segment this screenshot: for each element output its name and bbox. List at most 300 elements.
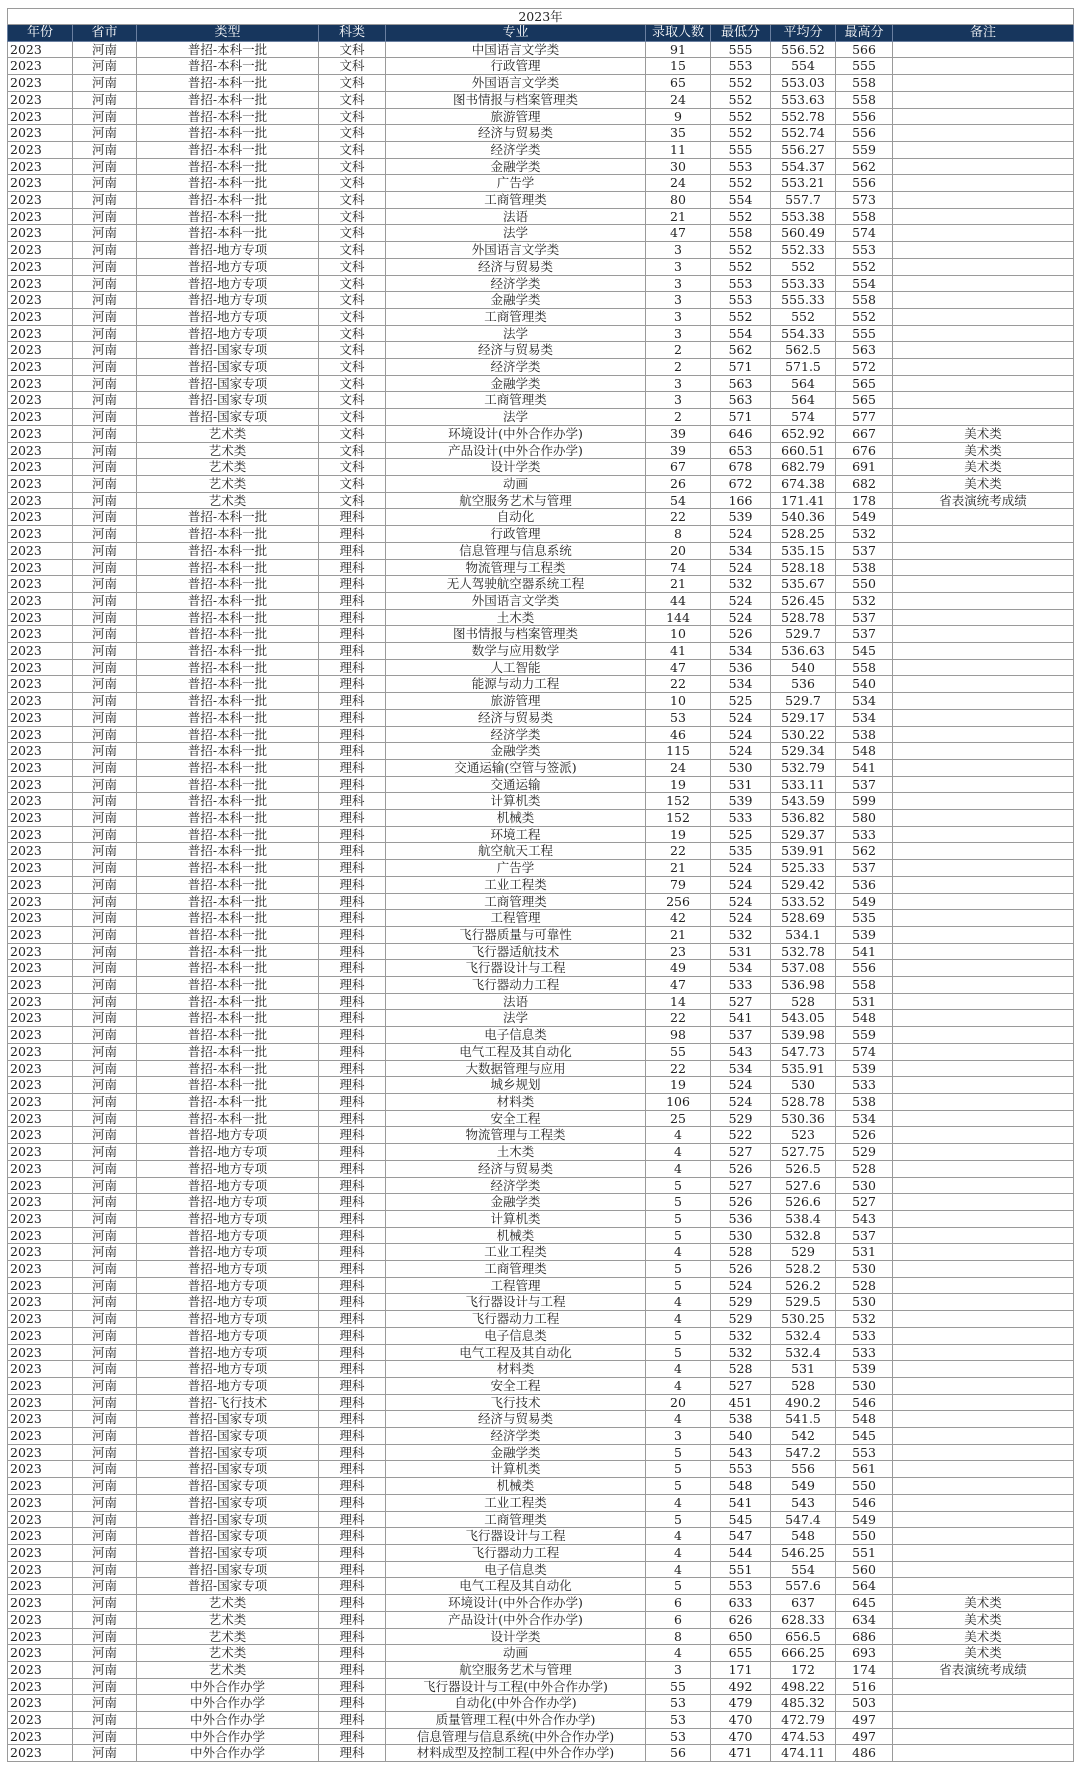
cell-remarks[interactable] <box>893 292 1074 309</box>
cell-major[interactable]: 工商管理类 <box>386 192 646 209</box>
cell-track[interactable]: 理科 <box>319 1027 386 1044</box>
cell-max-score[interactable]: 555 <box>836 58 893 75</box>
cell-type[interactable]: 普招-国家专项 <box>137 1511 319 1528</box>
cell-province[interactable]: 河南 <box>73 592 137 609</box>
cell-track[interactable]: 理科 <box>319 659 386 676</box>
cell-admitted-count[interactable]: 21 <box>646 860 711 877</box>
cell-min-score[interactable]: 535 <box>711 843 771 860</box>
cell-admitted-count[interactable]: 35 <box>646 125 711 142</box>
cell-major[interactable]: 环境设计(中外合作办学) <box>386 1595 646 1612</box>
cell-avg-score[interactable]: 529.34 <box>771 743 836 760</box>
cell-max-score[interactable]: 553 <box>836 242 893 259</box>
cell-major[interactable]: 金融学类 <box>386 1444 646 1461</box>
cell-admitted-count[interactable]: 3 <box>646 325 711 342</box>
cell-min-score[interactable]: 539 <box>711 509 771 526</box>
cell-remarks[interactable] <box>893 776 1074 793</box>
cell-year[interactable]: 2023 <box>8 926 73 943</box>
cell-track[interactable]: 理科 <box>319 1110 386 1127</box>
cell-track[interactable]: 理科 <box>319 693 386 710</box>
cell-type[interactable]: 普招-地方专项 <box>137 308 319 325</box>
cell-year[interactable]: 2023 <box>8 1478 73 1495</box>
cell-year[interactable]: 2023 <box>8 442 73 459</box>
cell-province[interactable]: 河南 <box>73 1561 137 1578</box>
cell-admitted-count[interactable]: 39 <box>646 442 711 459</box>
cell-min-score[interactable]: 646 <box>711 425 771 442</box>
cell-max-score[interactable]: 539 <box>836 1060 893 1077</box>
cell-year[interactable]: 2023 <box>8 1428 73 1445</box>
cell-max-score[interactable]: 558 <box>836 659 893 676</box>
cell-avg-score[interactable]: 531 <box>771 1361 836 1378</box>
cell-min-score[interactable]: 563 <box>711 392 771 409</box>
cell-min-score[interactable]: 548 <box>711 1478 771 1495</box>
cell-max-score[interactable]: 545 <box>836 643 893 660</box>
cell-major[interactable]: 经济学类 <box>386 1177 646 1194</box>
cell-major[interactable]: 材料类 <box>386 1094 646 1111</box>
cell-avg-score[interactable]: 530.25 <box>771 1311 836 1328</box>
cell-major[interactable]: 法学 <box>386 225 646 242</box>
cell-province[interactable]: 河南 <box>73 392 137 409</box>
cell-max-score[interactable]: 527 <box>836 1194 893 1211</box>
cell-province[interactable]: 河南 <box>73 175 137 192</box>
cell-remarks[interactable] <box>893 1294 1074 1311</box>
cell-track[interactable]: 理科 <box>319 993 386 1010</box>
cell-min-score[interactable]: 571 <box>711 409 771 426</box>
cell-min-score[interactable]: 553 <box>711 158 771 175</box>
cell-year[interactable]: 2023 <box>8 977 73 994</box>
cell-type[interactable]: 普招-本科一批 <box>137 626 319 643</box>
cell-province[interactable]: 河南 <box>73 1194 137 1211</box>
cell-avg-score[interactable]: 526.6 <box>771 1194 836 1211</box>
cell-max-score[interactable]: 550 <box>836 576 893 593</box>
cell-major[interactable]: 环境设计(中外合作办学) <box>386 425 646 442</box>
cell-max-score[interactable]: 599 <box>836 793 893 810</box>
cell-major[interactable]: 电子信息类 <box>386 1561 646 1578</box>
cell-avg-score[interactable]: 628.33 <box>771 1611 836 1628</box>
cell-max-score[interactable]: 553 <box>836 1444 893 1461</box>
cell-type[interactable]: 艺术类 <box>137 425 319 442</box>
cell-major[interactable]: 外国语言文学类 <box>386 242 646 259</box>
cell-track[interactable]: 理科 <box>319 1060 386 1077</box>
cell-max-score[interactable]: 537 <box>836 609 893 626</box>
cell-major[interactable]: 物流管理与工程类 <box>386 1127 646 1144</box>
cell-remarks[interactable] <box>893 41 1074 58</box>
cell-province[interactable]: 河南 <box>73 1294 137 1311</box>
cell-major[interactable]: 电气工程及其自动化 <box>386 1043 646 1060</box>
cell-track[interactable]: 理科 <box>319 743 386 760</box>
cell-max-score[interactable]: 536 <box>836 876 893 893</box>
cell-min-score[interactable]: 626 <box>711 1611 771 1628</box>
cell-type[interactable]: 普招-地方专项 <box>137 292 319 309</box>
cell-admitted-count[interactable]: 30 <box>646 158 711 175</box>
cell-type[interactable]: 普招-地方专项 <box>137 242 319 259</box>
cell-year[interactable]: 2023 <box>8 1327 73 1344</box>
cell-type[interactable]: 普招-国家专项 <box>137 342 319 359</box>
cell-avg-score[interactable]: 543.05 <box>771 1010 836 1027</box>
cell-remarks[interactable] <box>893 1127 1074 1144</box>
cell-avg-score[interactable]: 529.42 <box>771 876 836 893</box>
cell-avg-score[interactable]: 490.2 <box>771 1394 836 1411</box>
cell-major[interactable]: 自动化 <box>386 509 646 526</box>
cell-admitted-count[interactable]: 53 <box>646 709 711 726</box>
cell-admitted-count[interactable]: 3 <box>646 292 711 309</box>
cell-year[interactable]: 2023 <box>8 392 73 409</box>
cell-major[interactable]: 电子信息类 <box>386 1027 646 1044</box>
cell-admitted-count[interactable]: 5 <box>646 1277 711 1294</box>
cell-min-score[interactable]: 553 <box>711 292 771 309</box>
cell-type[interactable]: 普招-本科一批 <box>137 108 319 125</box>
cell-remarks[interactable] <box>893 1745 1074 1762</box>
cell-avg-score[interactable]: 682.79 <box>771 459 836 476</box>
cell-track[interactable]: 理科 <box>319 1043 386 1060</box>
cell-type[interactable]: 普招-本科一批 <box>137 192 319 209</box>
cell-min-score[interactable]: 534 <box>711 676 771 693</box>
cell-year[interactable]: 2023 <box>8 125 73 142</box>
cell-year[interactable]: 2023 <box>8 1645 73 1662</box>
cell-admitted-count[interactable]: 4 <box>646 1127 711 1144</box>
cell-province[interactable]: 河南 <box>73 208 137 225</box>
cell-track[interactable]: 理科 <box>319 509 386 526</box>
cell-remarks[interactable] <box>893 108 1074 125</box>
cell-type[interactable]: 普招-地方专项 <box>137 1277 319 1294</box>
cell-province[interactable]: 河南 <box>73 1177 137 1194</box>
cell-track[interactable]: 理科 <box>319 1394 386 1411</box>
cell-avg-score[interactable]: 656.5 <box>771 1628 836 1645</box>
cell-remarks[interactable] <box>893 609 1074 626</box>
cell-avg-score[interactable]: 525.33 <box>771 860 836 877</box>
cell-province[interactable]: 河南 <box>73 225 137 242</box>
cell-remarks[interactable] <box>893 225 1074 242</box>
cell-remarks[interactable] <box>893 1227 1074 1244</box>
cell-max-score[interactable]: 555 <box>836 325 893 342</box>
cell-year[interactable]: 2023 <box>8 643 73 660</box>
cell-max-score[interactable]: 538 <box>836 1094 893 1111</box>
cell-province[interactable]: 河南 <box>73 1745 137 1762</box>
cell-major[interactable]: 工商管理类 <box>386 392 646 409</box>
cell-province[interactable]: 河南 <box>73 743 137 760</box>
cell-avg-score[interactable]: 547.73 <box>771 1043 836 1060</box>
cell-type[interactable]: 普招-地方专项 <box>137 1210 319 1227</box>
cell-type[interactable]: 普招-本科一批 <box>137 659 319 676</box>
cell-admitted-count[interactable]: 4 <box>646 1294 711 1311</box>
cell-track[interactable]: 文科 <box>319 208 386 225</box>
cell-remarks[interactable] <box>893 1578 1074 1595</box>
cell-type[interactable]: 普招-本科一批 <box>137 676 319 693</box>
cell-max-score[interactable]: 546 <box>836 1394 893 1411</box>
cell-type[interactable]: 普招-本科一批 <box>137 75 319 92</box>
cell-type[interactable]: 普招-本科一批 <box>137 860 319 877</box>
cell-type[interactable]: 普招-国家专项 <box>137 1561 319 1578</box>
cell-track[interactable]: 理科 <box>319 1578 386 1595</box>
cell-admitted-count[interactable]: 56 <box>646 1745 711 1762</box>
cell-major[interactable]: 产品设计(中外合作办学) <box>386 442 646 459</box>
cell-admitted-count[interactable]: 4 <box>646 1144 711 1161</box>
cell-province[interactable]: 河南 <box>73 876 137 893</box>
cell-admitted-count[interactable]: 23 <box>646 943 711 960</box>
cell-max-score[interactable]: 546 <box>836 1494 893 1511</box>
cell-avg-score[interactable]: 553.21 <box>771 175 836 192</box>
cell-track[interactable]: 理科 <box>319 1244 386 1261</box>
cell-track[interactable]: 理科 <box>319 1678 386 1695</box>
cell-admitted-count[interactable]: 55 <box>646 1678 711 1695</box>
cell-year[interactable]: 2023 <box>8 375 73 392</box>
cell-max-score[interactable]: 533 <box>836 826 893 843</box>
cell-max-score[interactable]: 503 <box>836 1695 893 1712</box>
cell-max-score[interactable]: 528 <box>836 1277 893 1294</box>
cell-province[interactable]: 河南 <box>73 459 137 476</box>
cell-avg-score[interactable]: 555.33 <box>771 292 836 309</box>
cell-avg-score[interactable]: 532.79 <box>771 759 836 776</box>
cell-remarks[interactable] <box>893 1428 1074 1445</box>
cell-min-score[interactable]: 554 <box>711 192 771 209</box>
cell-max-score[interactable]: 554 <box>836 275 893 292</box>
cell-province[interactable]: 河南 <box>73 1344 137 1361</box>
cell-major[interactable]: 经济与贸易类 <box>386 1160 646 1177</box>
cell-max-score[interactable]: 565 <box>836 375 893 392</box>
cell-admitted-count[interactable]: 6 <box>646 1611 711 1628</box>
cell-avg-score[interactable]: 533.52 <box>771 893 836 910</box>
cell-major[interactable]: 电子信息类 <box>386 1327 646 1344</box>
cell-remarks[interactable] <box>893 1110 1074 1127</box>
cell-type[interactable]: 普招-地方专项 <box>137 1294 319 1311</box>
cell-remarks[interactable] <box>893 793 1074 810</box>
cell-admitted-count[interactable]: 19 <box>646 1077 711 1094</box>
cell-max-score[interactable]: 676 <box>836 442 893 459</box>
cell-max-score[interactable]: 562 <box>836 843 893 860</box>
cell-province[interactable]: 河南 <box>73 1712 137 1729</box>
cell-remarks[interactable] <box>893 242 1074 259</box>
cell-avg-score[interactable]: 543.59 <box>771 793 836 810</box>
cell-avg-score[interactable]: 554.33 <box>771 325 836 342</box>
cell-province[interactable]: 河南 <box>73 1645 137 1662</box>
cell-type[interactable]: 普招-国家专项 <box>137 1411 319 1428</box>
cell-min-score[interactable]: 524 <box>711 1077 771 1094</box>
cell-province[interactable]: 河南 <box>73 910 137 927</box>
cell-max-score[interactable]: 534 <box>836 693 893 710</box>
cell-major[interactable]: 经济与贸易类 <box>386 125 646 142</box>
cell-avg-score[interactable]: 557.6 <box>771 1578 836 1595</box>
cell-province[interactable]: 河南 <box>73 993 137 1010</box>
cell-major[interactable]: 安全工程 <box>386 1110 646 1127</box>
cell-avg-score[interactable]: 553.03 <box>771 75 836 92</box>
cell-admitted-count[interactable]: 46 <box>646 726 711 743</box>
cell-type[interactable]: 普招-本科一批 <box>137 993 319 1010</box>
cell-min-score[interactable]: 528 <box>711 1244 771 1261</box>
cell-province[interactable]: 河南 <box>73 58 137 75</box>
cell-min-score[interactable]: 552 <box>711 208 771 225</box>
cell-track[interactable]: 理科 <box>319 960 386 977</box>
cell-avg-score[interactable]: 528.25 <box>771 526 836 543</box>
cell-major[interactable]: 法语 <box>386 993 646 1010</box>
cell-admitted-count[interactable]: 8 <box>646 526 711 543</box>
cell-province[interactable]: 河南 <box>73 542 137 559</box>
cell-type[interactable]: 普招-地方专项 <box>137 1344 319 1361</box>
cell-type[interactable]: 普招-本科一批 <box>137 893 319 910</box>
cell-year[interactable]: 2023 <box>8 1728 73 1745</box>
cell-type[interactable]: 普招-本科一批 <box>137 58 319 75</box>
cell-type[interactable]: 中外合作办学 <box>137 1695 319 1712</box>
cell-type[interactable]: 普招-本科一批 <box>137 709 319 726</box>
cell-track[interactable]: 理科 <box>319 1177 386 1194</box>
cell-major[interactable]: 土木类 <box>386 1144 646 1161</box>
cell-major[interactable]: 图书情报与档案管理类 <box>386 91 646 108</box>
cell-avg-score[interactable]: 674.38 <box>771 475 836 492</box>
cell-remarks[interactable] <box>893 1043 1074 1060</box>
cell-admitted-count[interactable]: 3 <box>646 308 711 325</box>
cell-min-score[interactable]: 552 <box>711 175 771 192</box>
cell-admitted-count[interactable]: 20 <box>646 1394 711 1411</box>
cell-type[interactable]: 普招-国家专项 <box>137 1494 319 1511</box>
cell-year[interactable]: 2023 <box>8 1595 73 1612</box>
cell-track[interactable]: 文科 <box>319 175 386 192</box>
cell-track[interactable]: 文科 <box>319 141 386 158</box>
cell-max-score[interactable]: 550 <box>836 1478 893 1495</box>
cell-avg-score[interactable]: 529 <box>771 1244 836 1261</box>
cell-province[interactable]: 河南 <box>73 108 137 125</box>
cell-province[interactable]: 河南 <box>73 1411 137 1428</box>
cell-avg-score[interactable]: 553.63 <box>771 91 836 108</box>
cell-track[interactable]: 理科 <box>319 843 386 860</box>
cell-remarks[interactable] <box>893 1010 1074 1027</box>
cell-admitted-count[interactable]: 3 <box>646 258 711 275</box>
cell-type[interactable]: 普招-本科一批 <box>137 810 319 827</box>
cell-year[interactable]: 2023 <box>8 58 73 75</box>
cell-province[interactable]: 河南 <box>73 1728 137 1745</box>
cell-remarks[interactable] <box>893 576 1074 593</box>
cell-type[interactable]: 普招-本科一批 <box>137 926 319 943</box>
cell-avg-score[interactable]: 526.45 <box>771 592 836 609</box>
cell-max-score[interactable]: 178 <box>836 492 893 509</box>
cell-province[interactable]: 河南 <box>73 1628 137 1645</box>
cell-province[interactable]: 河南 <box>73 759 137 776</box>
cell-track[interactable]: 文科 <box>319 108 386 125</box>
cell-major[interactable]: 工程管理 <box>386 910 646 927</box>
cell-min-score[interactable]: 534 <box>711 542 771 559</box>
cell-remarks[interactable]: 美术类 <box>893 1645 1074 1662</box>
cell-major[interactable]: 金融学类 <box>386 158 646 175</box>
cell-avg-score[interactable]: 535.15 <box>771 542 836 559</box>
cell-major[interactable]: 飞行器设计与工程(中外合作办学) <box>386 1678 646 1695</box>
cell-max-score[interactable]: 497 <box>836 1712 893 1729</box>
cell-major[interactable]: 工业工程类 <box>386 876 646 893</box>
header-track[interactable]: 科类 <box>319 25 386 42</box>
cell-remarks[interactable]: 美术类 <box>893 475 1074 492</box>
cell-admitted-count[interactable]: 3 <box>646 1428 711 1445</box>
cell-max-score[interactable]: 559 <box>836 141 893 158</box>
cell-year[interactable]: 2023 <box>8 1611 73 1628</box>
cell-year[interactable]: 2023 <box>8 492 73 509</box>
cell-major[interactable]: 数学与应用数学 <box>386 643 646 660</box>
cell-remarks[interactable] <box>893 743 1074 760</box>
cell-remarks[interactable]: 美术类 <box>893 425 1074 442</box>
cell-major[interactable]: 工商管理类 <box>386 1261 646 1278</box>
cell-admitted-count[interactable]: 5 <box>646 1261 711 1278</box>
cell-max-score[interactable]: 574 <box>836 225 893 242</box>
cell-track[interactable]: 理科 <box>319 793 386 810</box>
cell-type[interactable]: 普招-国家专项 <box>137 1544 319 1561</box>
cell-avg-score[interactable]: 532.4 <box>771 1327 836 1344</box>
cell-remarks[interactable] <box>893 192 1074 209</box>
cell-major[interactable]: 计算机类 <box>386 793 646 810</box>
cell-min-score[interactable]: 524 <box>711 726 771 743</box>
cell-min-score[interactable]: 551 <box>711 1561 771 1578</box>
cell-track[interactable]: 文科 <box>319 308 386 325</box>
cell-track[interactable]: 理科 <box>319 1160 386 1177</box>
cell-remarks[interactable] <box>893 676 1074 693</box>
cell-admitted-count[interactable]: 24 <box>646 91 711 108</box>
cell-year[interactable]: 2023 <box>8 1110 73 1127</box>
cell-min-score[interactable]: 525 <box>711 826 771 843</box>
cell-track[interactable]: 理科 <box>319 1428 386 1445</box>
cell-year[interactable]: 2023 <box>8 1261 73 1278</box>
cell-type[interactable]: 普招-地方专项 <box>137 1194 319 1211</box>
header-province[interactable]: 省市 <box>73 25 137 42</box>
cell-min-score[interactable]: 492 <box>711 1678 771 1695</box>
cell-track[interactable]: 文科 <box>319 275 386 292</box>
cell-admitted-count[interactable]: 79 <box>646 876 711 893</box>
cell-province[interactable]: 河南 <box>73 860 137 877</box>
cell-avg-score[interactable]: 526.2 <box>771 1277 836 1294</box>
cell-track[interactable]: 理科 <box>319 626 386 643</box>
cell-year[interactable]: 2023 <box>8 960 73 977</box>
cell-avg-score[interactable]: 171.41 <box>771 492 836 509</box>
cell-year[interactable]: 2023 <box>8 1578 73 1595</box>
cell-type[interactable]: 普招-本科一批 <box>137 693 319 710</box>
cell-remarks[interactable] <box>893 308 1074 325</box>
cell-year[interactable]: 2023 <box>8 910 73 927</box>
cell-track[interactable]: 理科 <box>319 1377 386 1394</box>
cell-avg-score[interactable]: 637 <box>771 1595 836 1612</box>
cell-year[interactable]: 2023 <box>8 826 73 843</box>
cell-year[interactable]: 2023 <box>8 793 73 810</box>
cell-type[interactable]: 普招-地方专项 <box>137 275 319 292</box>
cell-remarks[interactable] <box>893 375 1074 392</box>
cell-year[interactable]: 2023 <box>8 1144 73 1161</box>
cell-province[interactable]: 河南 <box>73 776 137 793</box>
cell-max-score[interactable]: 565 <box>836 392 893 409</box>
cell-type[interactable]: 普招-国家专项 <box>137 392 319 409</box>
cell-admitted-count[interactable]: 74 <box>646 559 711 576</box>
cell-track[interactable]: 理科 <box>319 893 386 910</box>
cell-year[interactable]: 2023 <box>8 1444 73 1461</box>
cell-remarks[interactable] <box>893 659 1074 676</box>
cell-avg-score[interactable]: 556.52 <box>771 41 836 58</box>
cell-year[interactable]: 2023 <box>8 876 73 893</box>
cell-major[interactable]: 飞行器适航技术 <box>386 943 646 960</box>
cell-admitted-count[interactable]: 256 <box>646 893 711 910</box>
cell-remarks[interactable] <box>893 526 1074 543</box>
cell-year[interactable]: 2023 <box>8 308 73 325</box>
cell-min-score[interactable]: 527 <box>711 1377 771 1394</box>
cell-remarks[interactable]: 美术类 <box>893 459 1074 476</box>
cell-province[interactable]: 河南 <box>73 375 137 392</box>
cell-admitted-count[interactable]: 4 <box>646 1311 711 1328</box>
cell-province[interactable]: 河南 <box>73 826 137 843</box>
cell-remarks[interactable] <box>893 1261 1074 1278</box>
cell-avg-score[interactable]: 528 <box>771 1377 836 1394</box>
cell-type[interactable]: 普招-本科一批 <box>137 1043 319 1060</box>
cell-major[interactable]: 中国语言文学类 <box>386 41 646 58</box>
cell-max-score[interactable]: 497 <box>836 1728 893 1745</box>
cell-remarks[interactable] <box>893 1528 1074 1545</box>
cell-avg-score[interactable]: 527.75 <box>771 1144 836 1161</box>
cell-year[interactable]: 2023 <box>8 1227 73 1244</box>
cell-remarks[interactable] <box>893 1394 1074 1411</box>
cell-province[interactable]: 河南 <box>73 1327 137 1344</box>
cell-track[interactable]: 理科 <box>319 1277 386 1294</box>
cell-year[interactable]: 2023 <box>8 893 73 910</box>
cell-admitted-count[interactable]: 4 <box>646 1494 711 1511</box>
cell-year[interactable]: 2023 <box>8 609 73 626</box>
